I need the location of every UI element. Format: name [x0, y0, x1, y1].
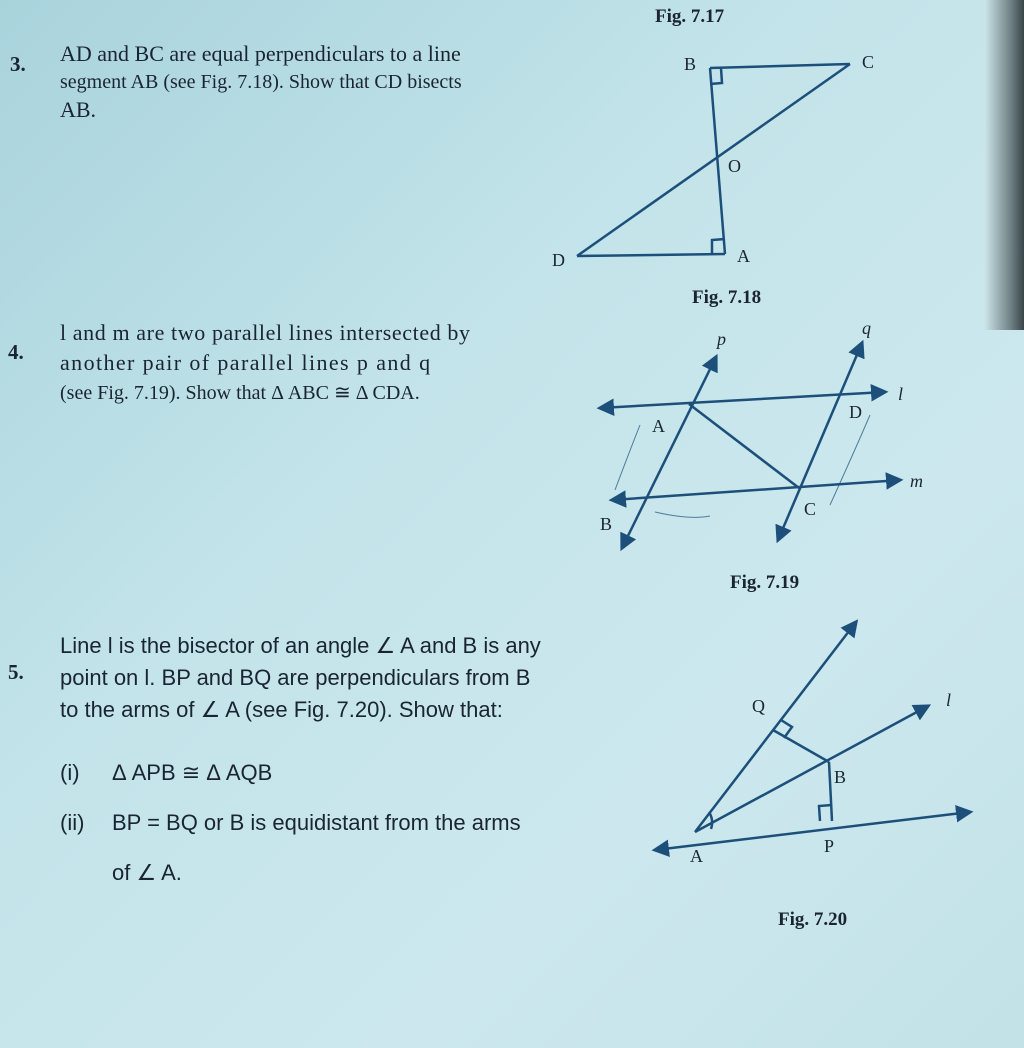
figure-label-7-19: Fig. 7.19 — [730, 572, 800, 593]
question-line: to the arms of ∠ A (see Fig. 7.20). Show that: — [60, 697, 503, 722]
pencil-mark — [830, 415, 870, 505]
point-label-A: A — [690, 846, 703, 866]
segment-DA — [577, 254, 725, 256]
question-5-part-ii-cont: of ∠ A. — [112, 860, 182, 885]
right-angle-mark-P — [819, 805, 832, 821]
point-label-D: D — [552, 250, 565, 270]
figure-7-18 — [577, 64, 850, 256]
question-line: another pair of parallel lines p and q — [60, 350, 432, 375]
question-number: 3. — [10, 52, 26, 76]
part-label: (ii) — [60, 810, 85, 835]
question-line: AD and BC are equal perpendiculars to a line — [60, 41, 461, 66]
question-line: (see Fig. 7.19). Show that Δ ABC ≅ Δ CDA. — [60, 382, 420, 404]
angle-mark-A — [709, 812, 712, 829]
point-label-Q: Q — [752, 696, 765, 716]
line-l — [600, 392, 885, 408]
part-text: Δ APB ≅ Δ AQB — [112, 760, 273, 785]
line-p — [622, 357, 716, 548]
line-label-p: p — [717, 329, 726, 349]
question-line: point on l. BP and BQ are perpendiculars from B — [60, 665, 531, 690]
pencil-mark — [655, 512, 710, 517]
line-q — [778, 343, 862, 540]
point-label-C: C — [804, 499, 817, 519]
segment-DC — [577, 64, 850, 256]
segment-BC — [710, 64, 850, 68]
question-line: AB. — [60, 97, 97, 122]
question-line: Line l is the bisector of an angle ∠ A and B is any — [60, 633, 541, 658]
line-label-l: l — [946, 690, 952, 710]
line-label-l: l — [898, 384, 904, 404]
question-line: segment AB (see Fig. 7.18). Show that CD bisects — [60, 71, 462, 93]
figure-7-20 — [655, 622, 970, 850]
segment-BP — [829, 762, 832, 821]
figure-7-19 — [600, 343, 900, 548]
pencil-mark — [615, 425, 640, 490]
part-text: BP = BQ or B is equidistant from the arms — [112, 810, 521, 835]
question-number: 4. — [8, 340, 24, 364]
question-number: 5. — [8, 660, 24, 684]
point-label-D: D — [849, 402, 862, 422]
figure-label-7-20: Fig. 7.20 — [778, 909, 848, 930]
segment-AC — [689, 404, 799, 488]
bisector-l — [695, 706, 928, 832]
question-line: l and m are two parallel lines intersected by — [60, 320, 471, 345]
point-label-P: P — [824, 836, 835, 856]
point-label-O: O — [728, 156, 741, 176]
point-label-A: A — [737, 246, 750, 266]
point-label-B: B — [684, 54, 697, 74]
line-label-m: m — [910, 471, 923, 491]
point-label-A: A — [652, 416, 665, 436]
point-label-C: C — [862, 52, 875, 72]
point-label-B: B — [600, 514, 613, 534]
arm-AP — [655, 812, 970, 850]
segment-QB — [773, 730, 829, 762]
part-label: (i) — [60, 760, 80, 785]
figure-label-7-17: Fig. 7.17 — [655, 6, 725, 27]
line-label-q: q — [862, 318, 871, 338]
point-label-B: B — [834, 767, 847, 787]
figure-label-7-18: Fig. 7.18 — [692, 287, 762, 308]
